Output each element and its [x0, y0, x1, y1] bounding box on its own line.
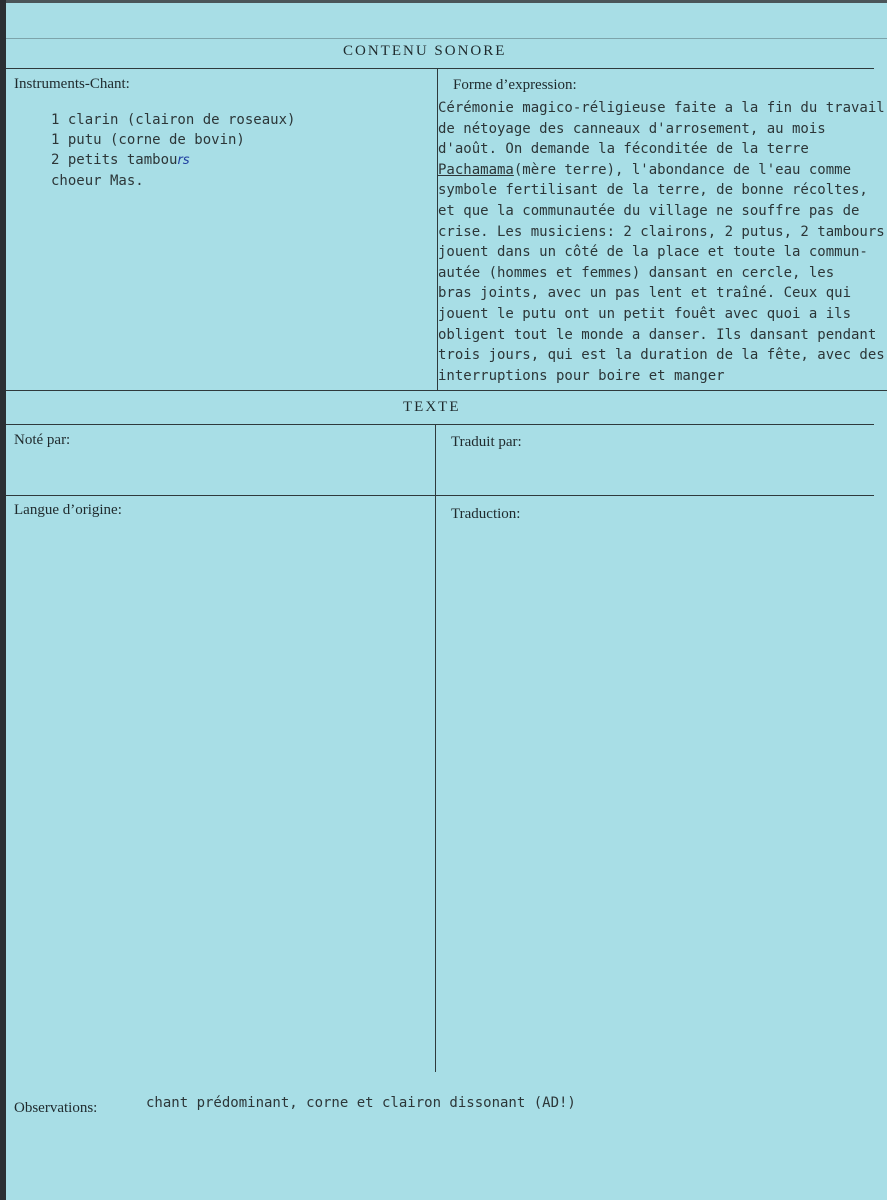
text-line: trois jours, qui est la duration de la fête, avec des: [438, 347, 885, 364]
text-line: Cérémonie magico-réligieuse faite a la fin du travail: [438, 100, 885, 116]
text-line: bras joints, avec un pas lent et traîné. Ceux qui: [438, 285, 852, 302]
label-note-par: Noté par:: [14, 432, 71, 448]
list-item: choeur Mas.: [51, 173, 144, 189]
list-item: 2 petits tambours: [51, 152, 190, 168]
rule-below-texte: [6, 424, 874, 425]
card-left-edge: [0, 0, 6, 1200]
text-line: obligent tout le monde a danser. Ils dansant pendant: [438, 326, 877, 343]
forme-expression-text: [438, 98, 887, 386]
text-line: Pachamama(mère terre), l'abondance de l'eau comme: [438, 161, 852, 178]
section-title-texte: TEXTE: [403, 399, 461, 415]
text-line: jouent le putu ont un petit fouêt avec quoi a ils: [438, 305, 852, 322]
column-divider-lower: [435, 424, 436, 1072]
label-observations: Observations:: [14, 1100, 98, 1116]
text-line: symbole fertilisant de la terre, de bonne récoltes,: [438, 182, 868, 199]
card-top-edge: [0, 0, 887, 3]
text-line: jouent dans un côté de la place et toute la commun-: [438, 244, 868, 261]
rule-below-contenu-sonore: [6, 68, 874, 69]
label-langue-origine: Langue d’origine:: [14, 502, 122, 518]
observations-value: chant prédominant, corne et clairon dissonant (AD!): [146, 1095, 576, 1111]
text-line: crise. Les musiciens: 2 clairons, 2 putus, 2 tambours: [438, 223, 885, 240]
instruments-list: [51, 110, 295, 191]
text-line: interruptions pour boire et manger: [438, 367, 725, 384]
pachamama-term: Pachamama: [438, 161, 514, 178]
text-line: d'août. On demande la féconditée de la terre: [438, 141, 809, 158]
text-line: autée (hommes et femmes) dansant en cercle, les: [438, 264, 835, 281]
section-title-contenu-sonore: CONTENU SONORE: [343, 43, 507, 59]
rule-below-note-par: [6, 495, 874, 496]
top-faint-rule: [6, 38, 887, 39]
label-forme-expression: Forme d’expression:: [453, 77, 577, 93]
list-item: 1 clarin (clairon de roseaux): [51, 112, 296, 128]
handwritten-correction: rs: [177, 153, 190, 168]
label-instruments-chant: Instruments-Chant:: [14, 76, 130, 92]
label-traduction: Traduction:: [451, 506, 521, 522]
column-divider-upper: [437, 68, 438, 390]
rule-above-texte: [6, 390, 887, 391]
label-traduit-par: Traduit par:: [451, 434, 522, 450]
list-item: 1 putu (corne de bovin): [51, 132, 245, 148]
text-line: et que la communautée du village ne souffre pas de: [438, 202, 860, 219]
text-line: de nétoyage des canneaux d'arrosement, au mois: [438, 120, 826, 137]
